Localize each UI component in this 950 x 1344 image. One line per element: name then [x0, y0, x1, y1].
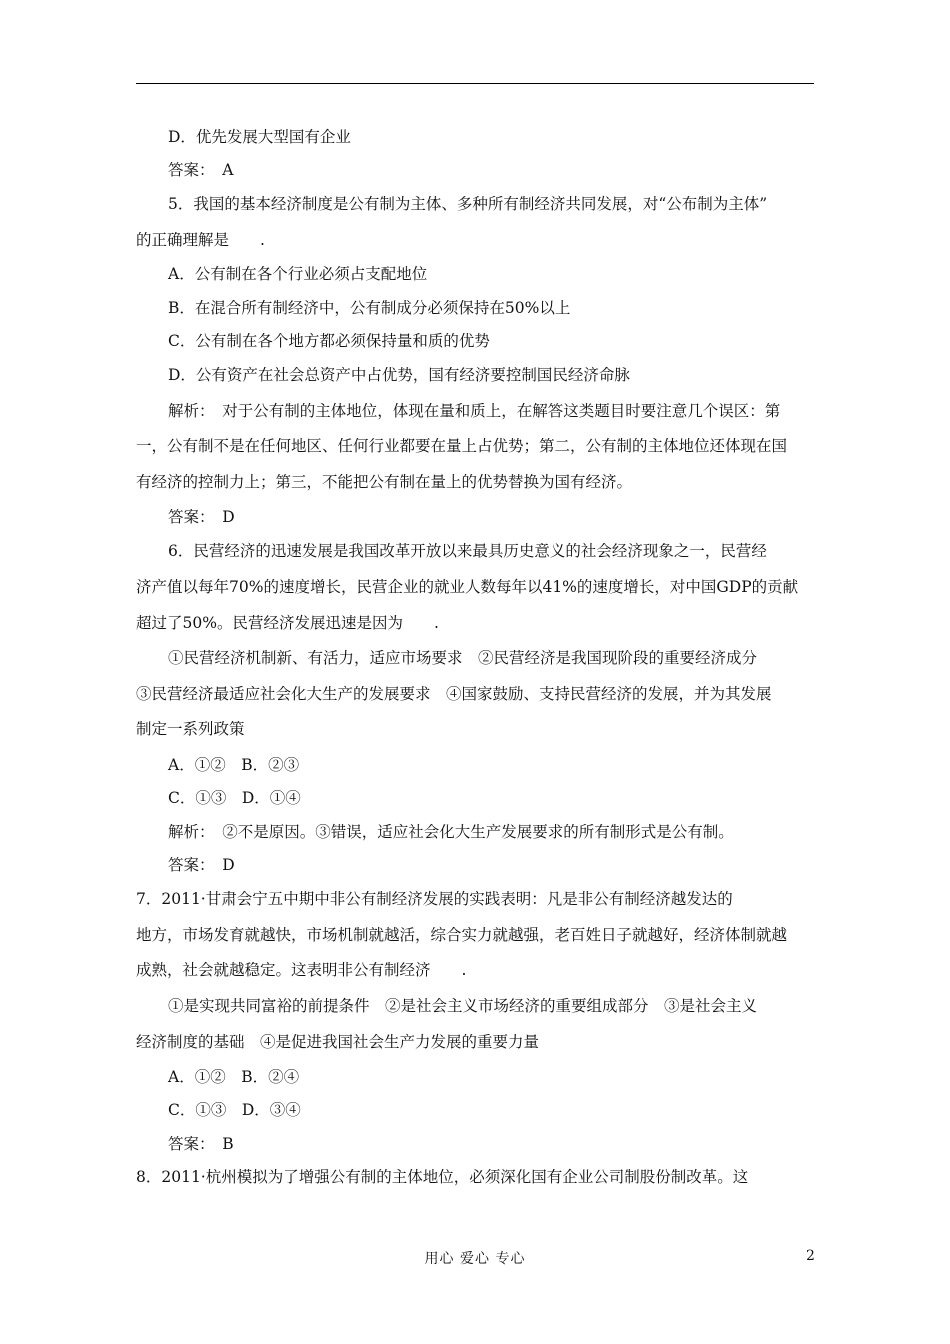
text-line: 8．2011·杭州模拟为了增强公有制的主体地位，必须深化国有企业公司制股份制改革。这 [136, 1168, 749, 1186]
text-line: A．公有制在各个行业必须占支配地位 [168, 265, 428, 283]
text-line: 一，公有制不是在任何地区、任何行业都要在量上占优势；第二，公有制的主体地位还体现在国 [136, 437, 788, 455]
text-line: 地方，市场发育就越快，市场机制就越活，综合实力就越强，老百姓日子就越好，经济体制就越 [136, 926, 788, 944]
text-line: 有经济的控制力上；第三，不能把公有制在量上的优势替换为国有经济。 [136, 473, 633, 491]
text-line: 7．2011·甘肃会宁五中期中非公有制经济发展的实践表明：凡是非公有制经济越发达的 [136, 890, 733, 908]
text-line: 解析： 对于公有制的主体地位，体现在量和质上，在解答这类题目时要注意几个误区：第 [168, 402, 781, 420]
text-line: 6．民营经济的迅速发展是我国改革开放以来最具历史意义的社会经济现象之一，民营经 [168, 542, 767, 560]
text-line: ①是实现共同富裕的前提条件 ②是社会主义市场经济的重要组成部分 ③是社会主义 [168, 997, 758, 1015]
text-line: C．公有制在各个地方都必须保持量和质的优势 [168, 332, 490, 350]
text-line: 经济制度的基础 ④是促进我国社会生产力发展的重要力量 [136, 1033, 540, 1051]
text-line: 成熟，社会就越稳定。这表明非公有制经济 . [136, 961, 467, 979]
text-line: 制定一系列政策 [136, 720, 245, 738]
text-line: B．在混合所有制经济中，公有制成分必须保持在50%以上 [168, 299, 571, 317]
text-line: ①民营经济机制新、有活力，适应市场要求 ②民营经济是我国现阶段的重要经济成分 [168, 649, 758, 667]
text-line: D．公有资产在社会总资产中占优势，国有经济要控制国民经济命脉 [168, 366, 630, 384]
text-line: 答案： A [168, 161, 234, 179]
text-line: A．①② B．②④ [168, 1068, 300, 1086]
text-line: 答案： D [168, 508, 235, 526]
text-line: C．①③ D．①④ [168, 789, 301, 807]
text-line: 5．我国的基本经济制度是公有制为主体、多种所有制经济共同发展，对“公布制为主体” [168, 195, 768, 213]
text-line: 的正确理解是 . [136, 231, 265, 249]
text-line: D．优先发展大型国有企业 [168, 128, 351, 146]
page-footer: 用心 爱心 专心 [424, 1251, 526, 1267]
text-line: ③民营经济最适应社会化大生产的发展要求 ④国家鼓励、支持民营经济的发展，并为其发展 [136, 685, 772, 703]
text-line: 解析： ②不是原因。③错误，适应社会化大生产发展要求的所有制形式是公有制。 [168, 823, 734, 841]
text-line: 超过了50%。民营经济发展迅速是因为 . [136, 614, 439, 632]
text-line: A．①② B．②③ [168, 756, 300, 774]
header-rule [136, 83, 814, 84]
text-line: C．①③ D．③④ [168, 1101, 301, 1119]
text-line: 答案： B [168, 1135, 234, 1153]
page-number: 2 [806, 1248, 815, 1264]
text-line: 济产值以每年70%的速度增长，民营企业的就业人数每年以41%的速度增长，对中国GDP的贡献 [136, 578, 799, 596]
text-line: 答案： D [168, 856, 235, 874]
